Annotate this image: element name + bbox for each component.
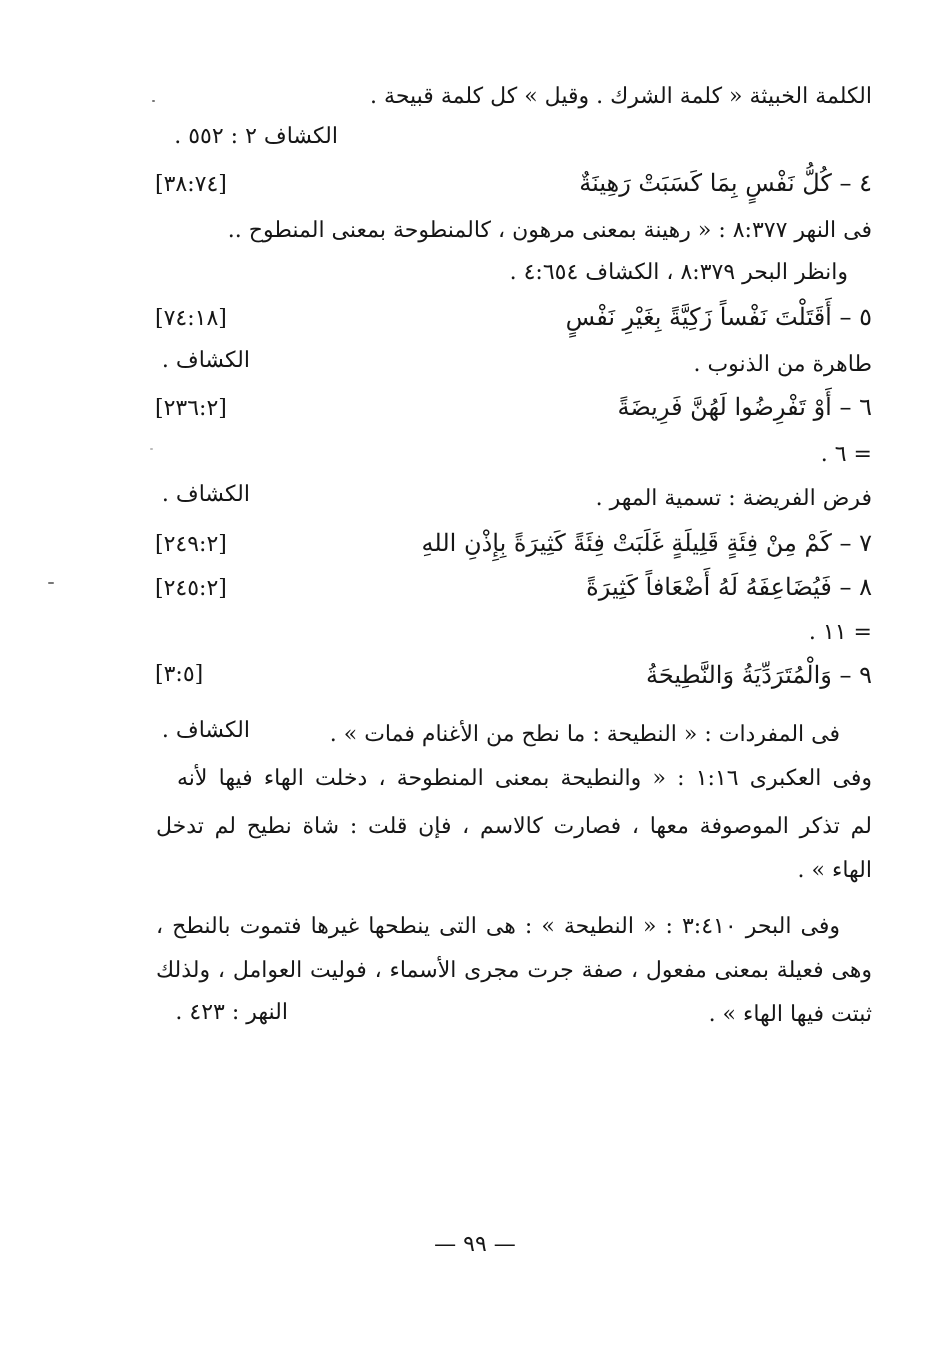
- text-line-7: طاهرة من الذنوب .: [693, 352, 872, 377]
- verse-9: ٩ – وَالْمُتَرَدِّيَةُ وَالنَّطِيحَةُ: [645, 661, 872, 689]
- text-line-4: فى النهر ٨:٣٧٧ : « رهينة بمعنى مرهون ، كالمنطوحة بمعنى المنطوح ..: [227, 218, 872, 243]
- text-line-16: وفى العكبرى ١:١٦ : « والنطيحة بمعنى المنطوحة ، دخلت الهاء فيها لأنه: [177, 766, 872, 791]
- equals-line-11: = ١١ .: [808, 620, 872, 645]
- text-line-21: ثبتت فيها الهاء » .: [708, 1002, 872, 1027]
- verse-8-reference: [٢٤٥:٢]: [155, 576, 227, 601]
- verse-5: ٥ – أَقَتَلْتَ نَفْساً زَكِيَّةً بِغَيْرِ نَفْسٍ: [565, 303, 872, 331]
- text-line-1: الكلمة الخبيثة « كلمة الشرك . وقيل » كل كلمة قبيحة .: [370, 84, 872, 109]
- verse-9-reference: [٣:٥]: [155, 662, 204, 687]
- text-line-18: الهاء » .: [797, 858, 872, 883]
- verse-7-reference: [٢٤٩:٢]: [155, 532, 227, 557]
- verse-6-reference: [٢٣٦:٢]: [155, 396, 227, 421]
- text-line-19: وفى البحر ٣:٤١٠ : « النطيحة » : هى التى ينطحها غيرها فتموت بالنطح ،: [156, 914, 841, 939]
- verse-8: ٨ – فَيُضَاعِفَهُ لَهُ أَضْعَافاً كَثِيرَةً: [586, 573, 872, 601]
- scan-speck: [152, 100, 155, 102]
- reference-kashshaf-1: الكشاف ٢ : ٥٥٢ .: [174, 124, 338, 149]
- reference-nahr: النهر : ٤٢٣ .: [175, 1000, 288, 1025]
- verse-6: ٦ – أَوْ تَفْرِضُوا لَهُنَّ فَرِيضَةً: [617, 393, 872, 421]
- verse-4-reference: [٣٨:٧٤]: [155, 172, 227, 197]
- verse-4: ٤ – كُلُّ نَفْسٍ بِمَا كَسَبَتْ رَهِينَةٌ: [579, 169, 872, 197]
- scan-speck: [150, 448, 153, 450]
- text-line-10: فرض الفريضة : تسمية المهر .: [595, 486, 872, 511]
- text-line-15: فى المفردات : « النطيحة : ما نطح من الأغنام فمات » .: [329, 722, 840, 747]
- page-number: — ٩٩ —: [434, 1232, 516, 1257]
- scan-speck: [48, 582, 54, 584]
- equals-line-6: = ٦ .: [820, 442, 872, 467]
- verse-7: ٧ – كَمْ مِنْ فِئَةٍ قَلِيلَةٍ غَلَبَتْ فِئَةً كَثِيرَةً بِإِذْنِ اللهِ: [421, 529, 872, 557]
- reference-kashshaf-4: الكشاف .: [161, 718, 250, 743]
- text-line-20: وهى فعيلة بمعنى مفعول ، صفة جرت مجرى الأسماء ، فوليت العوامل ، ولذلك: [156, 958, 872, 983]
- text-line-17: لم تذكر الموصوفة معها ، فصارت كالاسم ، فإن قلت : شاة نطيح لم تدخل: [156, 814, 872, 839]
- text-line-5: وانظر البحر ٨:٣٧٩ ، الكشاف ٤:٦٥٤ .: [509, 260, 848, 285]
- reference-kashshaf-2: الكشاف .: [161, 348, 250, 373]
- reference-kashshaf-3: الكشاف .: [161, 482, 250, 507]
- verse-5-reference: [٧٤:١٨]: [155, 306, 227, 331]
